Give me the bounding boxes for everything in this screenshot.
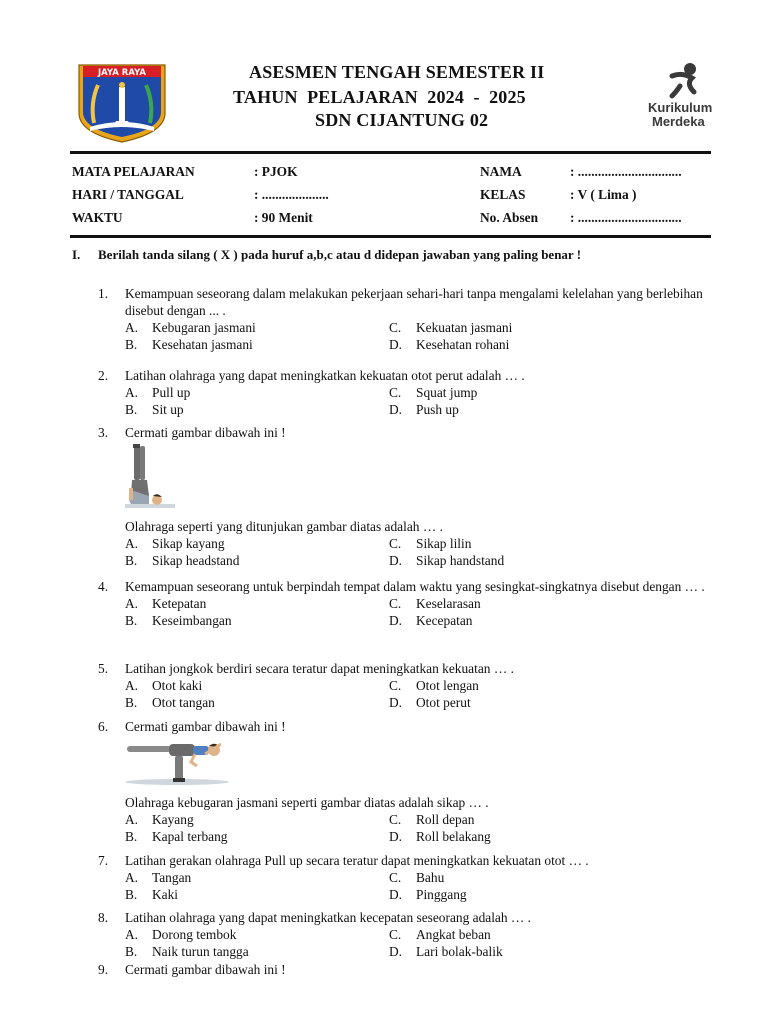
option-c[interactable]: C. Sikap lilin xyxy=(389,536,472,551)
logo-lettering: JAYA RAYA xyxy=(97,68,147,78)
value-kelas: : V ( Lima ) xyxy=(570,187,637,202)
label-no-absen: No. Absen xyxy=(480,210,539,225)
option-b[interactable]: B. Sit up xyxy=(125,402,184,417)
question-stem: Latihan olahraga yang dapat meningkatkan kecepatan seseorang adalah … . xyxy=(125,910,532,925)
question-number: 9. xyxy=(98,962,109,977)
question-7 xyxy=(98,852,718,903)
question-stem: Cermati gambar dibawah ini ! xyxy=(125,425,286,440)
question-stem: Cermati gambar dibawah ini ! xyxy=(125,719,286,734)
question-number: 5. xyxy=(98,661,109,676)
option-b[interactable]: B. Kesehatan jasmani xyxy=(125,337,253,352)
question-number: 6. xyxy=(98,719,109,734)
question-stem: Kemampuan seseorang untuk berpindah tempat dalam waktu yang sesingkat-singkatnya disebut dengan … . xyxy=(125,579,705,594)
candle-pose-illustration xyxy=(125,444,718,514)
jaya-raya-logo xyxy=(76,63,168,143)
option-a[interactable]: A. Sikap kayang xyxy=(125,536,225,551)
question-stem-2: Olahraga kebugaran jasmani seperti gambar diatas adalah sikap … . xyxy=(125,795,489,810)
question-stem-2: Olahraga seperti yang ditunjukan gambar diatas adalah … . xyxy=(125,519,443,534)
option-a[interactable]: A. Kebugaran jasmani xyxy=(125,320,256,335)
option-d[interactable]: D. Push up xyxy=(389,402,459,417)
school-name: SDN CIJANTUNG 02 xyxy=(315,110,489,130)
header-rule-bottom xyxy=(70,235,711,238)
question-stem: Latihan jongkok berdiri secara teratur dapat meningkatkan kekuatan … . xyxy=(125,661,514,676)
label-kelas: KELAS xyxy=(480,187,526,202)
option-d[interactable]: D. Pinggang xyxy=(389,887,467,902)
question-stem: Kemampuan seseorang dalam melakukan pekerjaan sehari-hari tanpa mengalami kelelahan yang berlebihan disebut dengan ... . xyxy=(125,286,703,318)
question-number: 2. xyxy=(98,368,109,383)
question-5 xyxy=(98,660,718,711)
option-c[interactable]: C. Angkat beban xyxy=(389,927,491,942)
option-d[interactable]: D. Kesehatan rohani xyxy=(389,337,510,352)
option-d[interactable]: D. Roll belakang xyxy=(389,829,491,844)
question-stem: Latihan gerakan olahraga Pull up secara teratur dapat meningkatkan kekuatan otot … . xyxy=(125,853,589,868)
option-d[interactable]: D. Lari bolak-balik xyxy=(389,944,503,959)
option-b[interactable]: B. Keseimbangan xyxy=(125,613,232,628)
question-1 xyxy=(98,285,718,353)
option-a[interactable]: A. Dorong tembok xyxy=(125,927,237,942)
option-a[interactable]: A. Pull up xyxy=(125,385,191,400)
label-hari-tanggal: HARI / TANGGAL xyxy=(72,187,184,202)
kurikulum-merdeka-icon xyxy=(668,62,702,100)
question-8 xyxy=(98,909,718,960)
option-b[interactable]: B. Kapal terbang xyxy=(125,829,228,844)
airplane-pose-illustration xyxy=(125,738,718,790)
option-b[interactable]: B. Sikap headstand xyxy=(125,553,240,568)
kurikulum-merdeka-logo xyxy=(648,62,732,132)
option-c[interactable]: C. Kekuatan jasmani xyxy=(389,320,513,335)
question-2 xyxy=(98,367,718,418)
value-hari-tanggal: : .................... xyxy=(254,187,329,202)
label-waktu: WAKTU xyxy=(72,210,123,225)
section-number: I. xyxy=(72,247,81,262)
question-stem: Latihan olahraga yang dapat meningkatkan kekuatan otot perut adalah … . xyxy=(125,368,525,383)
question-3 xyxy=(98,424,718,569)
option-c[interactable]: C. Bahu xyxy=(389,870,445,885)
label-mata-pelajaran: MATA PELAJARAN xyxy=(72,164,195,179)
option-b[interactable]: B. Kaki xyxy=(125,887,179,902)
value-waktu: : 90 Menit xyxy=(254,210,313,225)
option-c[interactable]: C. Roll depan xyxy=(389,812,475,827)
value-nama: : ............................... xyxy=(570,164,682,179)
option-d[interactable]: D. Sikap handstand xyxy=(389,553,505,568)
question-number: 8. xyxy=(98,910,109,925)
value-no-absen: : ............................... xyxy=(570,210,682,225)
academic-year: TAHUN PELAJARAN 2024 - 2025 xyxy=(233,87,526,107)
question-number: 3. xyxy=(98,425,109,440)
option-a[interactable]: A. Tangan xyxy=(125,870,192,885)
header-rule-top xyxy=(70,151,711,154)
question-4 xyxy=(98,578,718,629)
question-stem: Cermati gambar dibawah ini ! xyxy=(125,962,286,977)
option-b[interactable]: B. Naik turun tangga xyxy=(125,944,249,959)
option-b[interactable]: B. Otot tangan xyxy=(125,695,215,710)
logo-label-kurikulum: Kurikulum xyxy=(648,100,713,115)
section-instruction: Berilah tanda silang ( X ) pada huruf a,b,c atau d didepan jawaban yang paling benar ! xyxy=(98,247,582,262)
value-mata-pelajaran: : PJOK xyxy=(254,164,298,179)
option-c[interactable]: C. Squat jump xyxy=(389,385,478,400)
question-number: 4. xyxy=(98,579,109,594)
option-c[interactable]: C. Keselarasan xyxy=(389,596,481,611)
option-a[interactable]: A. Otot kaki xyxy=(125,678,203,693)
question-number: 1. xyxy=(98,286,109,301)
question-9 xyxy=(98,961,718,978)
logo-label-merdeka: Merdeka xyxy=(652,114,705,129)
option-d[interactable]: D. Otot perut xyxy=(389,695,471,710)
label-nama: NAMA xyxy=(480,164,522,179)
option-c[interactable]: C. Otot lengan xyxy=(389,678,479,693)
question-6 xyxy=(98,718,718,845)
exam-title: ASESMEN TENGAH SEMESTER II xyxy=(249,62,545,82)
option-d[interactable]: D. Kecepatan xyxy=(389,613,473,628)
option-a[interactable]: A. Ketepatan xyxy=(125,596,207,611)
question-number: 7. xyxy=(98,853,109,868)
option-a[interactable]: A. Kayang xyxy=(125,812,194,827)
